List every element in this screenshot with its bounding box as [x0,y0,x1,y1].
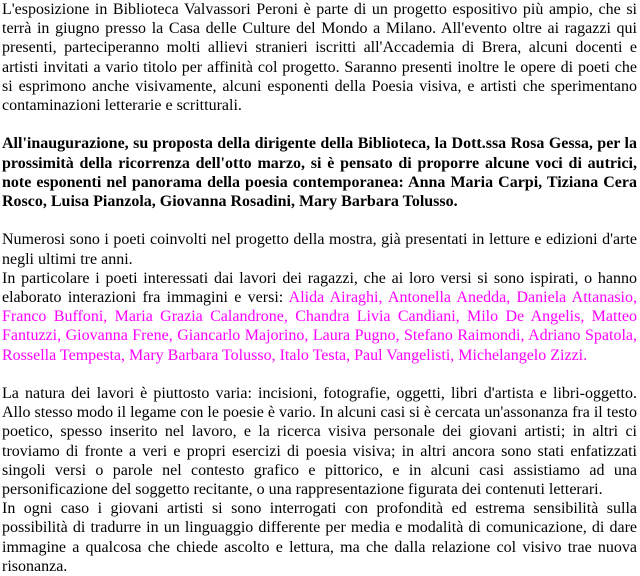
paragraph-poets-list [2,269,637,365]
paragraph-poets-involved: Numerosi sono i poeti coinvolti nel progetto della mostra, già presentati in letture e edizioni d'arte negli ultimi tre anni. [2,231,637,268]
paragraph-inauguration: All'inaugurazione, su proposta della dirigente della Biblioteca, la Dott.ssa Rosa Gessa, per la prossimità della ricorrenza dell'otto marzo, si è pensato di proporre alcune voci di autrici, note esponenti nel panorama della poesia contemporanea: Anna Maria Carpi, Tiziana Cera Rosco, Luisa Pianzola, Giovanna Rosadini, Mary Barbara Tolusso. [2,135,637,211]
paragraph-works-nature: La natura dei lavori è piuttosto varia: incisioni, fotografie, oggetti, libri d'artista e libri-oggetto. Allo stesso modo il legame con le poesie è vario. In alcuni casi si è cercata un'assonanza fra il testo poetico, spesso inserito nel lavoro, e la ricerca visiva personale dei giovani artisti; in altri ci troviamo di fronte a veri e propri esercizi di poesia visiva; in altri ancora sono stati enfatizzati singoli versi o parole nel contesto grafico e pittorico, e in alcuni casi assistiamo ad una personificazione del soggetto recitante, o una rappresentazione figurata dei contenuti letterari. [2,385,637,499]
paragraph-spacer [2,115,637,134]
poets-list-intro: In particolare i poeti interessati dai lavori dei ragazzi, che ai loro versi si sono ispirati, o hanno elaborato interazioni fra immagini e versi: [2,269,637,307]
paragraph-exhibition-intro: L'esposizione in Biblioteca Valvassori Peroni è parte di un progetto espositivo più ampio, che si terrà in giugno presso la Casa delle Culture del Mondo a Milano. All'evento oltre ai ragazzi qui presenti, parteciperanno molti allievi stranieri iscritti all'Accademia di Brera, alcuni docenti e artisti invitati a vario titolo per affinità col progetto. Saranno presenti inoltre le opere di poeti che si esprimono anche visivamente, alcuni esponenti della Poesia visiva, e artisti che sperimentano contaminazioni letterarie e scritturali. [2,1,637,115]
paragraph-spacer [2,211,637,230]
paragraph-spacer [2,365,637,384]
paragraph-artists-conclusion: In ogni caso i giovani artisti si sono interrogati con profondità ed estrema sensibilità sulla possibilità di tradurre in un linguaggio differente per media e modalità di comunicazione, di dare immagine a qualcosa che chiede ascolto e lettura, ma che dalla relazione col visivo trae nuova risonanza. [2,500,637,575]
poets-names-highlight: Alida Airaghi, Antonella Anedda, Daniela Attanasio, Franco Buffoni, Maria Grazia Calandrone, Chandra Livia Candiani, Milo De Angelis, Matteo Fantuzzi, Giovanna Frene, Giancarlo Majorino, Laura Pugno, Stefano Raimondi, Adriano Spatola, Rossella Tempesta, Mary Barbara Tolusso, Italo Testa, Paul Vangelisti, Michelangelo Zizzi. [2,289,637,364]
